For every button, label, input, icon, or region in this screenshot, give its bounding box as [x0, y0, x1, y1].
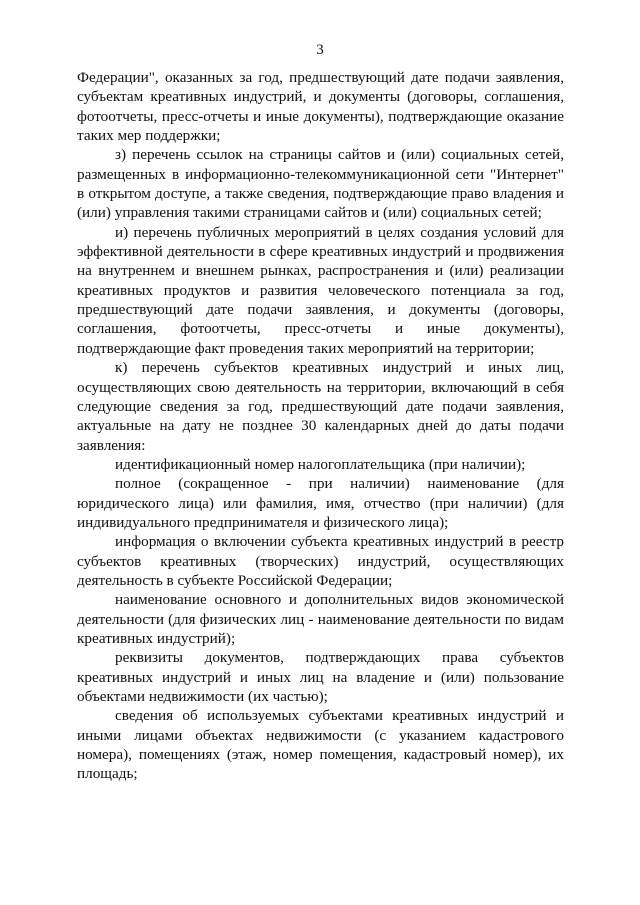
paragraph-item-k: к) перечень субъектов креативных индустрий и иных лиц, осуществляющих свою деятельность на территории, включающий в себя следующие сведения за год, предшествующий дате подачи заявления, актуальные на дату не позднее 30 календарных дней до даты подачи заявления: — [77, 359, 564, 454]
paragraph-continuation: Федерации", оказанных за год, предшествующий дате подачи заявления, субъектам креативных индустрий, и документы (договоры, соглашения, фотоотчеты, пресс-отчеты и иные документы), подтверждающие оказание таких мер поддержки; — [77, 69, 564, 145]
document-body — [77, 68, 564, 784]
paragraph-property: сведения об используемых субъектами креативных индустрий и иными лицами объектах недвижимости (с указанием кадастрового номера), помещениях (этаж, номер помещения, кадастровый номер), их площадь; — [77, 707, 564, 783]
paragraph-inn: идентификационный номер налогоплательщика (при наличии); — [115, 455, 526, 473]
paragraph-activity: наименование основного и дополнительных видов экономической деятельности (для физических лиц - наименование деятельности по видам креативных индустрий); — [77, 591, 564, 647]
paragraph-documents: реквизиты документов, подтверждающих права субъектов креативных индустрий и иных лиц на владение и (или) пользование объектами недвижимости (их частью); — [77, 649, 564, 705]
page-number: 3 — [316, 42, 324, 58]
paragraph-item-i: и) перечень публичных мероприятий в целях создания условий для эффективной деятельности в сфере креативных индустрий и продвижения на внутреннем и внешнем рынках, распространения и (или) реализации креативных продуктов и развития человеческого потенциала за год, предшествующий дате подачи заявления, и документы (договоры, соглашения, фотоотчеты, пресс-отчеты и иные документы), подтверждающие факт проведения таких мероприятий на территории; — [77, 223, 564, 357]
paragraph-name: полное (сокращенное - при наличии) наименование (для юридического лица) или фамилия, имя, отчество (при наличии) (для индивидуального предпринимателя и физического лица); — [77, 475, 564, 531]
paragraph-registry: информация о включении субъекта креативных индустрий в реестр субъектов креативных (творческих) индустрий, осуществляющих деятельность в субъекте Российской Федерации; — [77, 533, 564, 589]
paragraph-item-z: з) перечень ссылок на страницы сайтов и (или) социальных сетей, размещенных в информационно-телекоммуникационной сети "Интернет" в открытом доступе, а также сведения, подтверждающие право владения и (или) управления такими страницами сайтов и (или) социальных сетей; — [77, 146, 564, 222]
